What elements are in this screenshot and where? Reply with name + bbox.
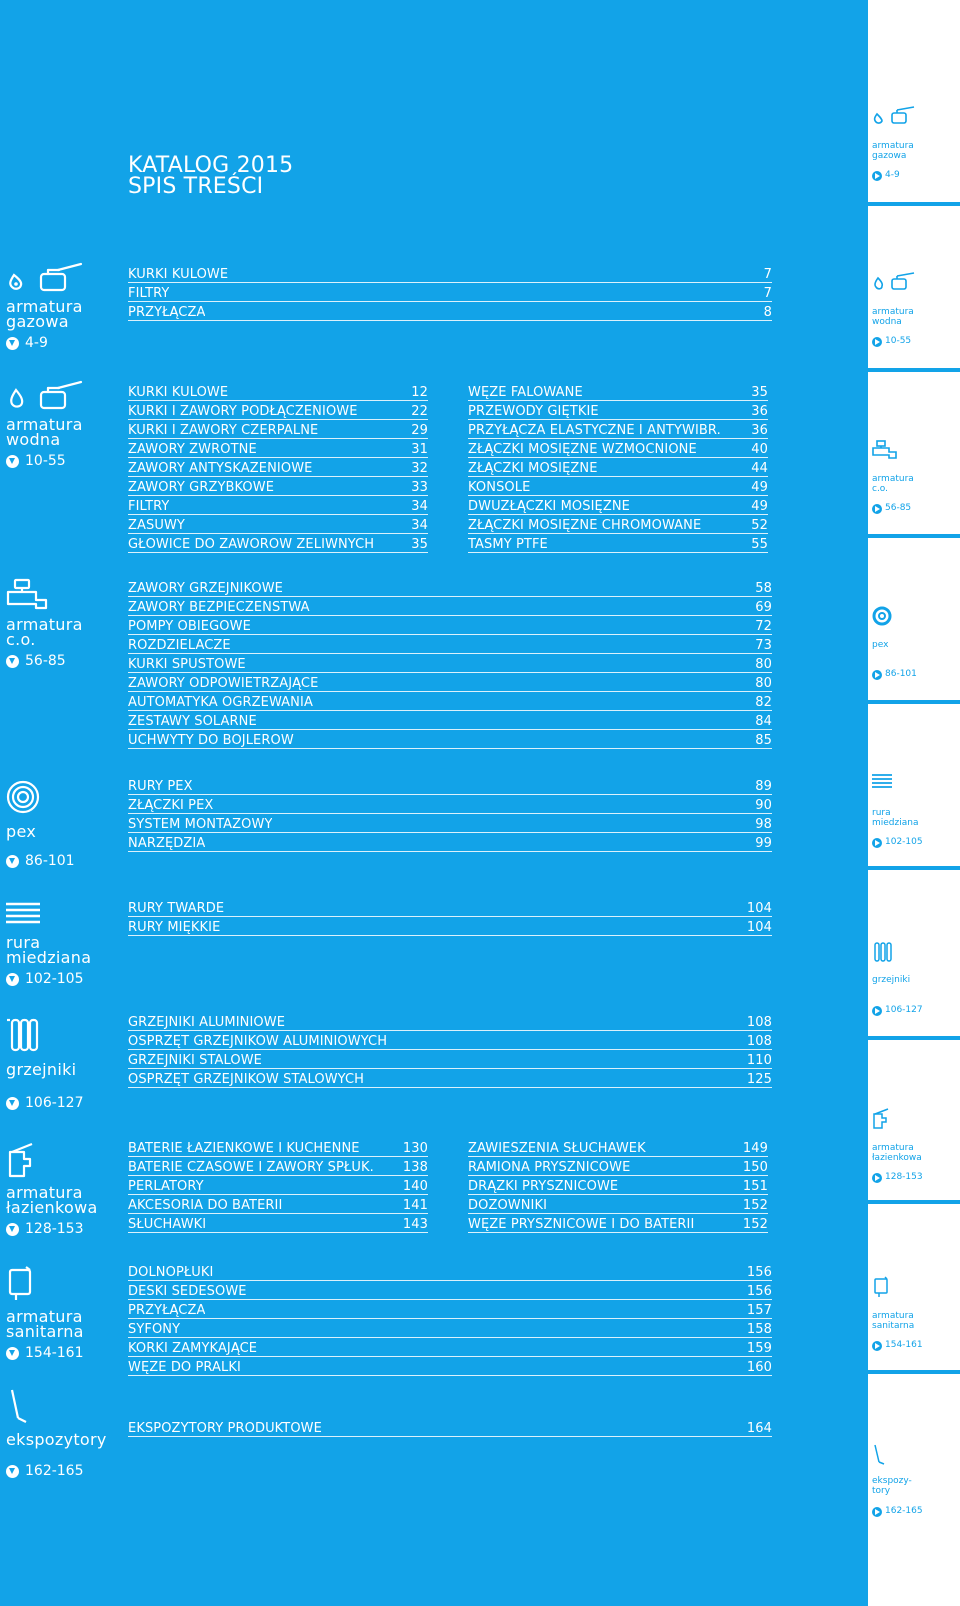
toc-entry-page: 152 [742, 1198, 768, 1213]
tab-pages: 106-127 [872, 1005, 923, 1016]
toc-entry[interactable] [468, 496, 768, 515]
tab-armatura-gazowa[interactable] [868, 0, 960, 206]
toc-entry-label: KONSOLE [468, 480, 531, 495]
toc-entry[interactable] [128, 382, 428, 401]
toc-entry-label: ZAWIESZENIA SŁUCHAWEK [468, 1141, 646, 1156]
radiator-icon [872, 942, 894, 966]
toc-entry-page: 140 [402, 1179, 428, 1194]
tab-armatura-sanitarna[interactable] [868, 1204, 960, 1374]
section-tabs [868, 0, 960, 1606]
toc-entry-page: 141 [402, 1198, 428, 1213]
toc-entry-label: DESKI SEDESOWE [128, 1284, 247, 1299]
tab-pages: 4-9 [872, 170, 900, 181]
toc-entry-label: PRZYŁĄCZA [128, 1303, 206, 1318]
toc-entry-page: 130 [402, 1141, 428, 1156]
arrow-right-icon [872, 1341, 882, 1351]
toc-entry-label: ZESTAWY SOLARNE [128, 714, 257, 729]
tab-pages: 56-85 [872, 503, 911, 514]
toc-entry-label: TAŚMY PTFE [468, 537, 548, 552]
toc-entry-label: DWUZŁĄCZKI MOSIĘŻNE [468, 499, 630, 514]
category-pages: 56-85 [6, 653, 86, 669]
toc-entry-page: 156 [746, 1284, 772, 1299]
toc-entry-page: 160 [746, 1360, 772, 1375]
toc-entry[interactable] [468, 401, 768, 420]
arrow-down-icon [6, 337, 19, 350]
toc-entry-page: 35 [411, 537, 428, 552]
toc-entry-page: 108 [746, 1034, 772, 1049]
toc-entry-page: 49 [751, 499, 768, 514]
toc-entry-label: ZŁĄCZKI PEX [128, 798, 214, 813]
category-name: grzejniki [6, 1060, 77, 1079]
toc-entry-label: GRZEJNIKI STALOWE [128, 1053, 262, 1068]
toc-entry-label: RAMIONA PRYSZNICOWE [468, 1160, 631, 1175]
toc-entry-page: 110 [746, 1053, 772, 1068]
toc-entry-page: 90 [755, 798, 772, 813]
arrow-down-icon [6, 455, 19, 468]
toc-entry[interactable] [128, 1195, 428, 1214]
category-pages: 86-101 [6, 853, 75, 869]
toc-entry-page: 157 [746, 1303, 772, 1318]
category-name: armatura łazienkowa [6, 1183, 98, 1217]
toc-entry-page: 89 [755, 779, 772, 794]
toc-entry[interactable] [128, 730, 772, 749]
toc-entry[interactable] [128, 283, 772, 302]
toc-entry[interactable] [128, 1262, 772, 1281]
toc-entry-page: 40 [751, 442, 768, 457]
toc-entry[interactable] [128, 401, 428, 420]
toc-entry-label: RURY PEX [128, 779, 193, 794]
toc-entry-page: 36 [751, 423, 768, 438]
toc-entry[interactable] [128, 1214, 428, 1233]
toc-entry-label: ZAWORY GRZYBKOWE [128, 480, 275, 495]
category-name: armatura c.o. [6, 615, 83, 649]
toc-entry[interactable] [128, 1319, 772, 1338]
arrow-right-icon [872, 838, 882, 848]
category-miedziana [6, 902, 91, 987]
toc-entry[interactable] [128, 1418, 772, 1437]
category-pages: 10-55 [6, 453, 86, 469]
faucet-icon [6, 1142, 98, 1182]
arrow-down-icon [6, 655, 19, 668]
toc-entry-label: AKCESORIA DO BATERII [128, 1198, 283, 1213]
list-lazienkowa-left [128, 1138, 428, 1233]
list-ekspozytory [128, 1418, 772, 1437]
toc-entry[interactable] [128, 420, 428, 439]
toc-entry-page: 80 [755, 676, 772, 691]
category-pages: 162-165 [6, 1463, 107, 1479]
category-gazowa [6, 262, 86, 351]
gas-valve-icon [872, 106, 918, 130]
arrow-right-icon [872, 1173, 882, 1183]
toc-entry-page: 150 [742, 1160, 768, 1175]
copper-pipe-icon [872, 774, 892, 794]
toc-entry[interactable] [128, 1012, 772, 1031]
toc-entry[interactable] [468, 1138, 768, 1157]
display-stand-icon [872, 1444, 888, 1470]
category-pages: 4-9 [6, 335, 86, 351]
toc-entry[interactable] [128, 1357, 772, 1376]
toc-entry-label: ZAWORY GRZEJNIKOWE [128, 581, 283, 596]
tab-armatura-co[interactable] [868, 372, 960, 538]
toc-entry[interactable] [128, 302, 772, 321]
toc-entry[interactable] [128, 534, 428, 553]
list-pex [128, 776, 772, 852]
tab-pages: 154-161 [872, 1340, 923, 1351]
toc-entry-label: POMPY OBIEGOWE [128, 619, 251, 634]
toc-entry-label: EKSPOZYTORY PRODUKTOWE [128, 1421, 322, 1436]
toc-entry-label: SŁUCHAWKI [128, 1217, 207, 1232]
toc-entry[interactable] [128, 477, 428, 496]
faucet-icon [872, 1108, 892, 1134]
toc-entry[interactable] [128, 654, 772, 673]
toc-entry-label: FILTRY [128, 286, 170, 301]
category-sanitarna [6, 1266, 84, 1361]
toc-entry[interactable] [468, 477, 768, 496]
category-co [6, 578, 86, 669]
list-wodna-left [128, 382, 428, 553]
toc-entry-label: ZAWORY ANTYSKAŻENIOWE [128, 461, 313, 476]
category-name: ekspozytory [6, 1430, 107, 1449]
toc-entry-page: 22 [411, 404, 428, 419]
tab-ekspozytory[interactable] [868, 1374, 960, 1606]
toc-entry-label: PERLATORY [128, 1179, 204, 1194]
toc-entry-page: 49 [751, 480, 768, 495]
toc-entry-page: 125 [746, 1072, 772, 1087]
toc-entry[interactable] [128, 458, 428, 477]
tab-pages: 10-55 [872, 336, 911, 347]
toc-entry[interactable] [128, 795, 772, 814]
toc-entry-label: ZŁĄCZKI MOSIĘŻNE [468, 461, 598, 476]
arrow-down-icon [6, 973, 19, 986]
toc-entry-label: GRZEJNIKI ALUMINIOWE [128, 1015, 286, 1030]
tab-pages: 128-153 [872, 1172, 923, 1183]
arrow-right-icon [872, 670, 882, 680]
toc-entry-page: 55 [751, 537, 768, 552]
category-pages: 154-161 [6, 1345, 84, 1361]
category-name: rura miedziana [6, 933, 92, 967]
tab-name: grzejniki [872, 975, 911, 985]
toc-entry-page: 29 [411, 423, 428, 438]
toc-entry-label: BATERIE CZASOWE I ZAWORY SPŁUK. [128, 1160, 374, 1175]
toc-entry-page: 164 [746, 1421, 772, 1436]
gas-valve-icon [6, 262, 86, 296]
list-wodna-right [468, 382, 768, 553]
toc-entry-page: 35 [751, 385, 768, 400]
pex-coil-icon [872, 606, 892, 630]
toc-entry-label: WĘŻE DO PRALKI [128, 1360, 241, 1375]
display-stand-icon [6, 1388, 107, 1428]
toc-entry-page: 104 [746, 920, 772, 935]
cistern-icon [872, 1276, 892, 1302]
page-title [128, 155, 293, 197]
toc-entry[interactable] [128, 597, 772, 616]
toc-entry-label: ZŁĄCZKI MOSIĘŻNE WZMOCNIONE [468, 442, 697, 457]
category-pages: 102-105 [6, 971, 91, 987]
toc-entry-page: 34 [411, 518, 428, 533]
toc-entry-page: 69 [755, 600, 772, 615]
toc-entry[interactable] [128, 1069, 772, 1088]
pex-coil-icon [6, 780, 75, 818]
copper-pipe-icon [6, 902, 91, 932]
toc-entry-page: 36 [751, 404, 768, 419]
category-pex [6, 780, 75, 869]
arrow-down-icon [6, 1097, 19, 1110]
toc-entry[interactable] [128, 496, 428, 515]
toc-entry[interactable] [468, 534, 768, 553]
toc-entry-page: 52 [751, 518, 768, 533]
arrow-down-icon [6, 1465, 19, 1478]
category-name: armatura wodna [6, 415, 83, 449]
category-pages: 128-153 [6, 1221, 98, 1237]
toc-entry-page: 138 [402, 1160, 428, 1175]
toc-entry[interactable] [128, 515, 428, 534]
toc-entry-page: 44 [751, 461, 768, 476]
radiator-icon [6, 1018, 84, 1056]
toc-entry-label: KURKI I ZAWORY PODŁĄCZENIOWE [128, 404, 358, 419]
toc-entry-page: 159 [746, 1341, 772, 1356]
toc-entry-label: SYFONY [128, 1322, 181, 1337]
toc-entry-label: PRZYŁĄCZA ELASTYCZNE I ANTYWIBR. [468, 423, 721, 438]
list-grzejniki [128, 1012, 772, 1088]
arrow-right-icon [872, 171, 882, 181]
toc-entry-page: 33 [411, 480, 428, 495]
toc-entry-page: 99 [755, 836, 772, 851]
category-ekspozytory [6, 1388, 107, 1479]
toc-entry[interactable] [128, 1338, 772, 1357]
toc-entry[interactable] [128, 692, 772, 711]
toc-entry[interactable] [128, 1138, 428, 1157]
toc-entry-label: DRĄŻKI PRYSZNICOWE [468, 1179, 619, 1194]
list-lazienkowa-right [468, 1138, 768, 1233]
water-valve-icon [6, 380, 86, 414]
heating-valve-icon [872, 440, 900, 464]
toc-entry-label: AUTOMATYKA OGRZEWANIA [128, 695, 313, 710]
toc-entry[interactable] [128, 1157, 428, 1176]
toc-entry-page: 31 [411, 442, 428, 457]
toc-entry-label: ZŁĄCZKI MOSIĘŻNE CHROMOWANE [468, 518, 702, 533]
toc-entry-label: NARZĘDZIA [128, 836, 206, 851]
toc-entry-page: 85 [755, 733, 772, 748]
list-co [128, 578, 772, 749]
toc-entry-label: GŁOWICE DO ZAWORÓW ŻELIWNYCH [128, 537, 375, 552]
toc-entry-label: DOLNOPŁUKI [128, 1265, 214, 1280]
arrow-down-icon [6, 1223, 19, 1236]
tab-name: armatura sanitarna [872, 1311, 915, 1331]
arrow-right-icon [872, 1006, 882, 1016]
toc-entry-label: WĘŻE PRYSZNICOWE I DO BATERII [468, 1217, 695, 1232]
toc-entry[interactable] [468, 1157, 768, 1176]
title-line-1: KATALOG 2015 [128, 153, 294, 178]
toc-entry-label: WĘŻE FALOWANE [468, 385, 583, 400]
toc-entry[interactable] [128, 635, 772, 654]
toc-entry-label: OSPRZĘT GRZEJNIKÓW ALUMINIOWYCH [128, 1034, 388, 1049]
tab-pages: 86-101 [872, 669, 917, 680]
category-grzejniki [6, 1018, 84, 1111]
toc-entry[interactable] [128, 1300, 772, 1319]
toc-entry-page: 72 [755, 619, 772, 634]
arrow-down-icon [6, 855, 19, 868]
toc-entry[interactable] [128, 578, 772, 597]
tab-armatura-lazienkowa[interactable] [868, 1040, 960, 1204]
toc-entry-page: 151 [742, 1179, 768, 1194]
list-sanitarna [128, 1262, 772, 1376]
toc-entry-page: 12 [411, 385, 428, 400]
toc-entry-page: 8 [763, 305, 772, 320]
title-line-2: SPIS TREŚCI [128, 174, 264, 199]
toc-entry-page: 73 [755, 638, 772, 653]
toc-entry-label: ROZDZIELACZE [128, 638, 231, 653]
toc-entry-label: OSPRZĘT GRZEJNIKÓW STALOWYCH [128, 1072, 365, 1087]
toc-entry-page: 158 [746, 1322, 772, 1337]
toc-entry[interactable] [128, 673, 772, 692]
toc-entry[interactable] [128, 1050, 772, 1069]
tab-name: pex [872, 640, 889, 650]
toc-entry-label: PRZYŁĄCZA [128, 305, 206, 320]
toc-entry-label: KURKI SPUSTOWE [128, 657, 246, 672]
tab-name: armatura łazienkowa [872, 1143, 922, 1163]
toc-entry-page: 143 [402, 1217, 428, 1232]
toc-entry-label: RURY MIĘKKIE [128, 920, 221, 935]
toc-entry[interactable] [128, 616, 772, 635]
toc-entry-page: 80 [755, 657, 772, 672]
toc-entry[interactable] [468, 458, 768, 477]
tab-rura-miedziana[interactable] [868, 704, 960, 870]
toc-entry[interactable] [128, 776, 772, 795]
toc-entry-label: KURKI I ZAWORY CZERPALNE [128, 423, 319, 438]
arrow-down-icon [6, 1347, 19, 1360]
category-lazienkowa [6, 1142, 98, 1237]
toc-entry-page: 149 [742, 1141, 768, 1156]
toc-entry-label: BATERIE ŁAZIENKOWE I KUCHENNE [128, 1141, 360, 1156]
toc-entry-label: ZAWORY ODPOWIETRZAJĄCE [128, 676, 319, 691]
category-pages: 106-127 [6, 1095, 84, 1111]
toc-entry-page: 34 [411, 499, 428, 514]
toc-entry[interactable] [468, 439, 768, 458]
toc-entry[interactable] [128, 711, 772, 730]
toc-entry[interactable] [468, 515, 768, 534]
toc-entry-page: 104 [746, 901, 772, 916]
toc-entry-label: KURKI KULOWE [128, 267, 229, 282]
toc-entry[interactable] [128, 439, 428, 458]
toc-entry[interactable] [468, 1195, 768, 1214]
arrow-right-icon [872, 504, 882, 514]
toc-entry-page: 32 [411, 461, 428, 476]
toc-entry[interactable] [128, 1176, 428, 1195]
heating-valve-icon [6, 578, 86, 614]
list-gazowa [128, 264, 772, 321]
cistern-icon [6, 1266, 84, 1306]
toc-entry-label: ZAWORY BEZPIECZEŃSTWA [128, 600, 310, 615]
toc-entry-page: 7 [763, 267, 772, 282]
tab-grzejniki[interactable] [868, 870, 960, 1040]
toc-entry[interactable] [468, 382, 768, 401]
toc-entry-label: ZAWORY ZWROTNE [128, 442, 257, 457]
toc-entry[interactable] [468, 1176, 768, 1195]
toc-entry-label: KORKI ZAMYKAJĄCE [128, 1341, 258, 1356]
toc-entry-label: PRZEWODY GIĘTKIE [468, 404, 599, 419]
toc-entry-page: 108 [746, 1015, 772, 1030]
list-miedziana [128, 898, 772, 936]
tab-name: armatura wodna [872, 307, 914, 327]
tab-name: rura miedziana [872, 808, 919, 828]
tab-name: ekspozy- tory [872, 1476, 912, 1496]
toc-entry[interactable] [468, 1214, 768, 1233]
toc-entry-label: UCHWYTY DO BOJLERÓW [128, 733, 294, 748]
category-wodna [6, 380, 86, 469]
toc-entry-label: SYSTEM MONTAŻOWY [128, 817, 273, 832]
category-name: armatura sanitarna [6, 1307, 84, 1341]
category-name: armatura gazowa [6, 297, 83, 331]
toc-entry-page: 58 [755, 581, 772, 596]
toc-entry-label: ZASUWY [128, 518, 185, 533]
category-name: pex [6, 822, 37, 841]
toc-entry[interactable] [128, 1031, 772, 1050]
toc-entry[interactable] [128, 264, 772, 283]
tab-name: armatura gazowa [872, 141, 914, 161]
tab-pages: 162-165 [872, 1506, 923, 1517]
toc-entry-label: FILTRY [128, 499, 170, 514]
water-valve-icon [872, 272, 918, 296]
toc-entry-page: 152 [742, 1217, 768, 1232]
tab-name: armatura c.o. [872, 474, 914, 494]
toc-entry[interactable] [128, 917, 772, 936]
toc-entry-label: KURKI KULOWE [128, 385, 229, 400]
arrow-right-icon [872, 337, 882, 347]
toc-entry[interactable] [468, 420, 768, 439]
toc-entry-page: 82 [755, 695, 772, 710]
toc-entry-page: 84 [755, 714, 772, 729]
toc-entry-label: RURY TWARDE [128, 901, 225, 916]
toc-entry[interactable] [128, 1281, 772, 1300]
toc-entry-page: 98 [755, 817, 772, 832]
toc-entry[interactable] [128, 814, 772, 833]
tab-pex[interactable] [868, 538, 960, 704]
toc-entry[interactable] [128, 833, 772, 852]
toc-entry-label: DOZOWNIKI [468, 1198, 548, 1213]
tab-armatura-wodna[interactable] [868, 206, 960, 372]
toc-entry-page: 7 [763, 286, 772, 301]
arrow-right-icon [872, 1507, 882, 1517]
toc-entry-page: 156 [746, 1265, 772, 1280]
tab-pages: 102-105 [872, 837, 923, 848]
toc-entry[interactable] [128, 898, 772, 917]
